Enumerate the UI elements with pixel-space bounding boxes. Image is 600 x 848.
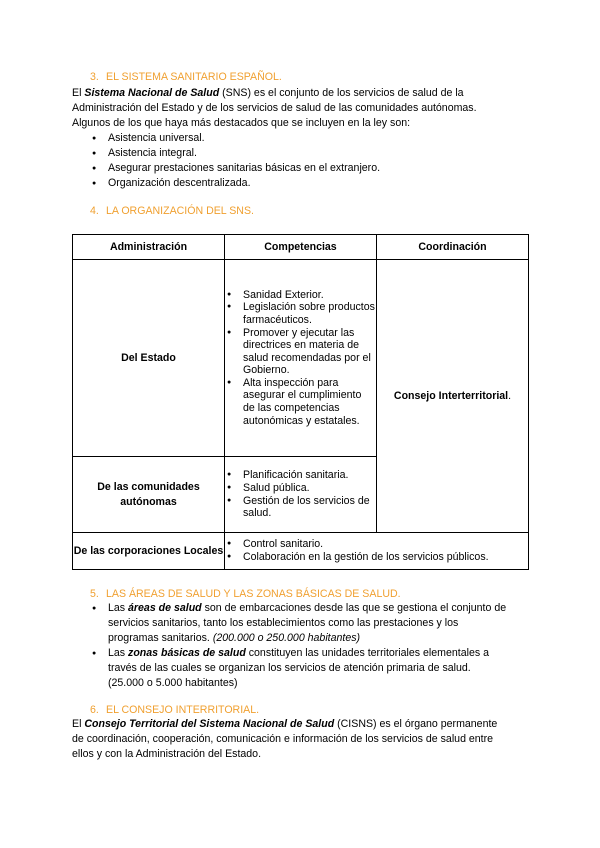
text-run: constituyen las unidades territoriales elementales a — [245, 647, 489, 659]
text-line: Algunos de los que haya más destacados que se incluyen en la ley son: — [72, 117, 411, 129]
section-3-list — [90, 131, 510, 191]
list-item: ● Asistencia integral. — [90, 146, 510, 161]
section-3-heading — [90, 70, 282, 85]
text-run: El — [72, 87, 85, 99]
list-item: ● Promover y ejecutar las directrices en materia de salud recomendadas por el Gobierno. — [225, 327, 376, 377]
section-5-title: LAS ÁREAS DE SALUD Y LAS ZONAS BÁSICAS DE SALUD. — [106, 588, 401, 600]
zonas-term: zonas básicas de salud — [128, 647, 246, 659]
list-item: ● Colaboración en la gestión de los servicios públicos. — [225, 551, 528, 564]
admin-cell: Del Estado — [73, 260, 225, 457]
text-line: Administración del Estado y de los servicios de salud de las comunidades autónomas. — [72, 102, 477, 114]
list-item: ● Asistencia universal. — [90, 131, 510, 146]
list-item: ● Legislación sobre productos farmacéuticos. — [225, 301, 376, 326]
coordinacion-text: Consejo Interterritorial — [393, 389, 509, 402]
list-item — [90, 601, 540, 646]
coordinacion-cell — [377, 260, 529, 533]
text-run: programas sanitarios. — [108, 632, 213, 644]
areas-term: áreas de salud — [128, 602, 202, 614]
table-row — [73, 533, 529, 570]
competencias-cell — [225, 260, 377, 457]
list-item — [90, 646, 540, 691]
section-5-heading — [90, 587, 401, 602]
competencias-cell — [225, 533, 529, 570]
text-run: (SNS) es el conjunto de los servicios de salud de la — [219, 87, 464, 99]
text-line: través de las cuales se organizan los servicios de atención primaria de salud. — [108, 662, 471, 674]
section-4-number: 4. — [90, 205, 99, 217]
text-line: de coordinación, cooperación, comunicación e información de los servicios de salud entre — [72, 733, 494, 745]
section-6-number: 6. — [90, 704, 99, 716]
list-item: ● Asegurar prestaciones sanitarias básicas en el extranjero. — [90, 161, 510, 176]
list-item: ● Sanidad Exterior. — [225, 289, 376, 302]
text-run: Las — [108, 647, 129, 659]
text-line: ellos y con la Administración del Estado. — [72, 748, 262, 760]
table-header-row — [73, 235, 529, 260]
section-6-paragraph — [72, 717, 542, 762]
organization-table — [72, 234, 529, 570]
text-line: servicios sanitarios, tanto los establecimientos como las prestaciones y los — [108, 617, 459, 629]
list-item: ● Salud pública. — [225, 482, 376, 495]
list-item: ● Organización descentralizada. — [90, 176, 510, 191]
list-item: ● Control sanitario. — [225, 538, 528, 551]
text-run: El — [72, 718, 85, 730]
admin-cell: De las corporaciones Locales — [73, 533, 225, 570]
section-3-number: 3. — [90, 71, 99, 83]
section-6-title: EL CONSEJO INTERRITORIAL. — [106, 704, 260, 716]
header-administracion: Administración — [73, 235, 225, 260]
text-run: son de embarcaciones desde las que se gestiona el conjunto de — [201, 602, 507, 614]
cisns-term: Consejo Territorial del Sistema Nacional de Salud — [84, 718, 335, 730]
table-row — [73, 260, 529, 457]
section-3-paragraph — [72, 86, 532, 131]
list-item: ● Gestión de los servicios de salud. — [225, 495, 376, 520]
header-competencias: Competencias — [225, 235, 377, 260]
section-3-title: EL SISTEMA SANITARIO ESPAÑOL. — [106, 71, 282, 83]
section-6-heading — [90, 703, 259, 718]
text-line: (25.000 o 5.000 habitantes) — [108, 677, 238, 689]
competencias-cell — [225, 457, 377, 533]
section-5-list — [90, 601, 540, 691]
population-note: (200.000 o 250.000 habitantes) — [212, 632, 361, 644]
text-run: Las — [108, 602, 129, 614]
admin-cell: De las comunidades autónomas — [73, 457, 225, 533]
section-4-title: LA ORGANIZACIÓN DEL SNS. — [106, 205, 254, 217]
coordinacion-dot: . — [508, 389, 512, 402]
sns-term: Sistema Nacional de Salud — [84, 87, 220, 99]
section-5-number: 5. — [90, 588, 99, 600]
header-coordinacion: Coordinación — [377, 235, 529, 260]
list-item: ● Planificación sanitaria. — [225, 469, 376, 482]
list-item: ● Alta inspección para asegurar el cumplimiento de las competencias autonómicas y estatales. — [225, 377, 376, 427]
text-run: (CISNS) es el órgano permanente — [334, 718, 498, 730]
section-4-heading — [90, 204, 254, 219]
